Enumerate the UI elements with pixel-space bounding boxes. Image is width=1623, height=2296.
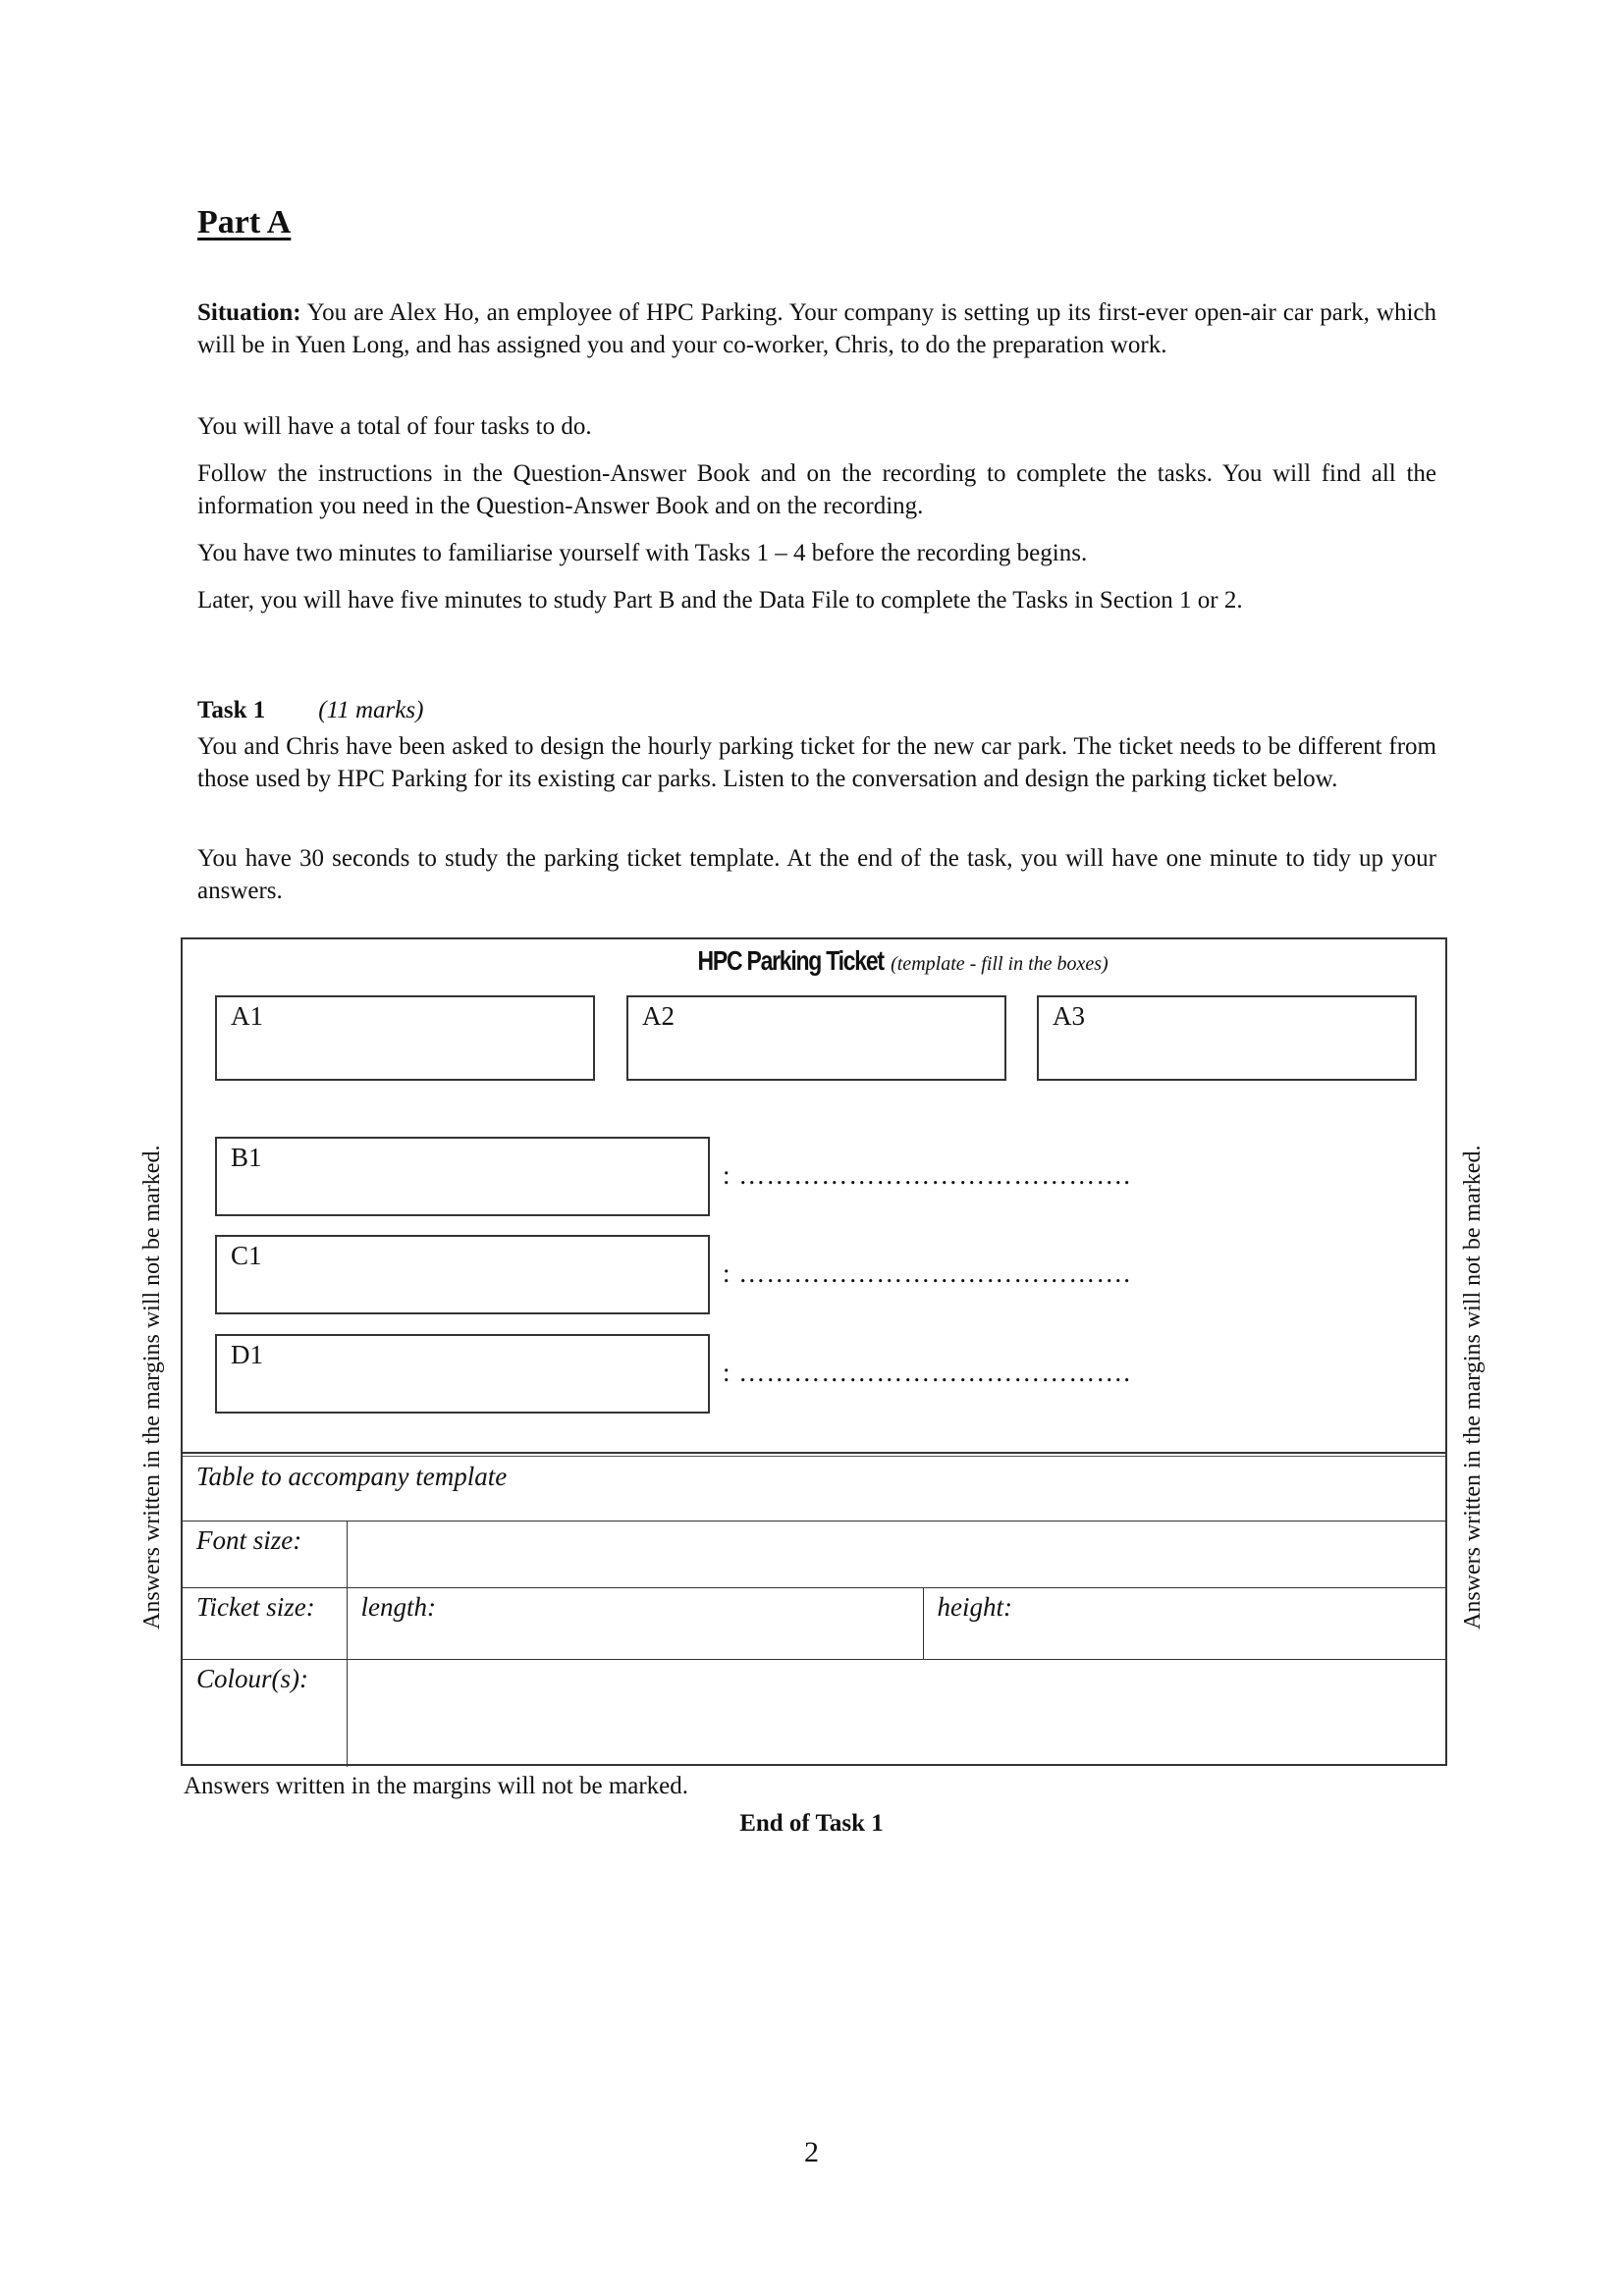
- box-label-c1: C1: [231, 1241, 262, 1270]
- answer-box-a3[interactable]: [1037, 995, 1417, 1081]
- box-label-b1: B1: [231, 1143, 262, 1172]
- length-label: length:: [360, 1591, 436, 1622]
- situation-text: You are Alex Ho, an employee of HPC Parking. Your company is setting up its first-ever open-air car park, which will be in Yuen Long, and has assigned you and your co-worker, Chris, to do the preparation work.: [197, 299, 1436, 358]
- intro-paragraph-3: Follow the instructions in the Question-Answer Book and on the recording to complete the tasks. You will find all the information you need in the Question-Answer Book and on the recording.: [197, 460, 1436, 519]
- box-label-d1: D1: [231, 1340, 263, 1369]
- parking-ticket-template: [181, 937, 1447, 1766]
- ticket-brand-title: HPC Parking Ticket: [697, 945, 885, 976]
- intro-paragraph-4: You have two minutes to familiarise yourself with Tasks 1 – 4 before the recording begins.: [197, 540, 1088, 566]
- font-size-field[interactable]: [347, 1521, 1445, 1587]
- ticket-title: [183, 945, 1445, 978]
- answer-box-c1[interactable]: [215, 1235, 710, 1314]
- ticket-subtitle: (template - fill in the boxes): [891, 953, 1109, 975]
- answer-box-b1[interactable]: [215, 1137, 710, 1216]
- box-label-a3: A3: [1053, 1001, 1085, 1031]
- answer-line-c1[interactable]: : …………………………………….: [723, 1258, 1132, 1288]
- end-of-task: End of Task 1: [739, 1810, 884, 1837]
- situation-label: Situation:: [197, 299, 301, 326]
- situation-paragraph: [197, 296, 1436, 361]
- font-size-label: Font size:: [183, 1521, 347, 1587]
- ticket-size-label: Ticket size:: [183, 1587, 347, 1659]
- left-margin-note: Answers written in the margins will not be marked.: [139, 1145, 165, 1629]
- intro-paragraph-5: Later, you will have five minutes to study Part B and the Data File to complete the Tasks in Section 1 or 2.: [197, 587, 1243, 614]
- section-divider-inner: [183, 1456, 1445, 1457]
- accompany-table: [183, 1458, 1445, 1767]
- footer-note: Answers written in the margins will not be marked.: [184, 1773, 689, 1799]
- answer-box-d1[interactable]: [215, 1334, 710, 1414]
- task-paragraph-1: You and Chris have been asked to design the hourly parking ticket for the new car park. The ticket needs to be different from those used by HPC Parking for its existing car parks. Listen to the conversation and design the parking ticket below.: [197, 733, 1436, 792]
- page-number: 2: [804, 2136, 819, 2168]
- task-heading: [197, 697, 423, 724]
- colours-label: Colour(s):: [183, 1659, 347, 1767]
- colours-field[interactable]: [347, 1659, 1445, 1767]
- right-margin-note: Answers written in the margins will not be marked.: [1460, 1145, 1486, 1629]
- task-marks: (11 marks): [318, 697, 424, 723]
- task-paragraph-2: You have 30 seconds to study the parking ticket template. At the end of the task, you will have one minute to tidy up your answers.: [197, 845, 1436, 904]
- section-divider: [183, 1452, 1445, 1454]
- part-title: Part A: [197, 204, 292, 240]
- task-title: Task 1: [197, 697, 266, 723]
- height-field[interactable]: [923, 1587, 1445, 1659]
- answer-line-d1[interactable]: : …………………………………….: [723, 1358, 1132, 1387]
- height-label: height:: [937, 1591, 1012, 1622]
- answer-line-b1[interactable]: : …………………………………….: [723, 1160, 1132, 1190]
- answer-box-a1[interactable]: [215, 995, 595, 1081]
- box-label-a1: A1: [231, 1001, 263, 1031]
- length-field[interactable]: [347, 1587, 923, 1659]
- box-label-a2: A2: [642, 1001, 675, 1031]
- table-heading: Table to accompany template: [183, 1458, 1445, 1521]
- answer-box-a2[interactable]: [626, 995, 1006, 1081]
- intro-paragraph-2: You will have a total of four tasks to do.: [197, 413, 592, 440]
